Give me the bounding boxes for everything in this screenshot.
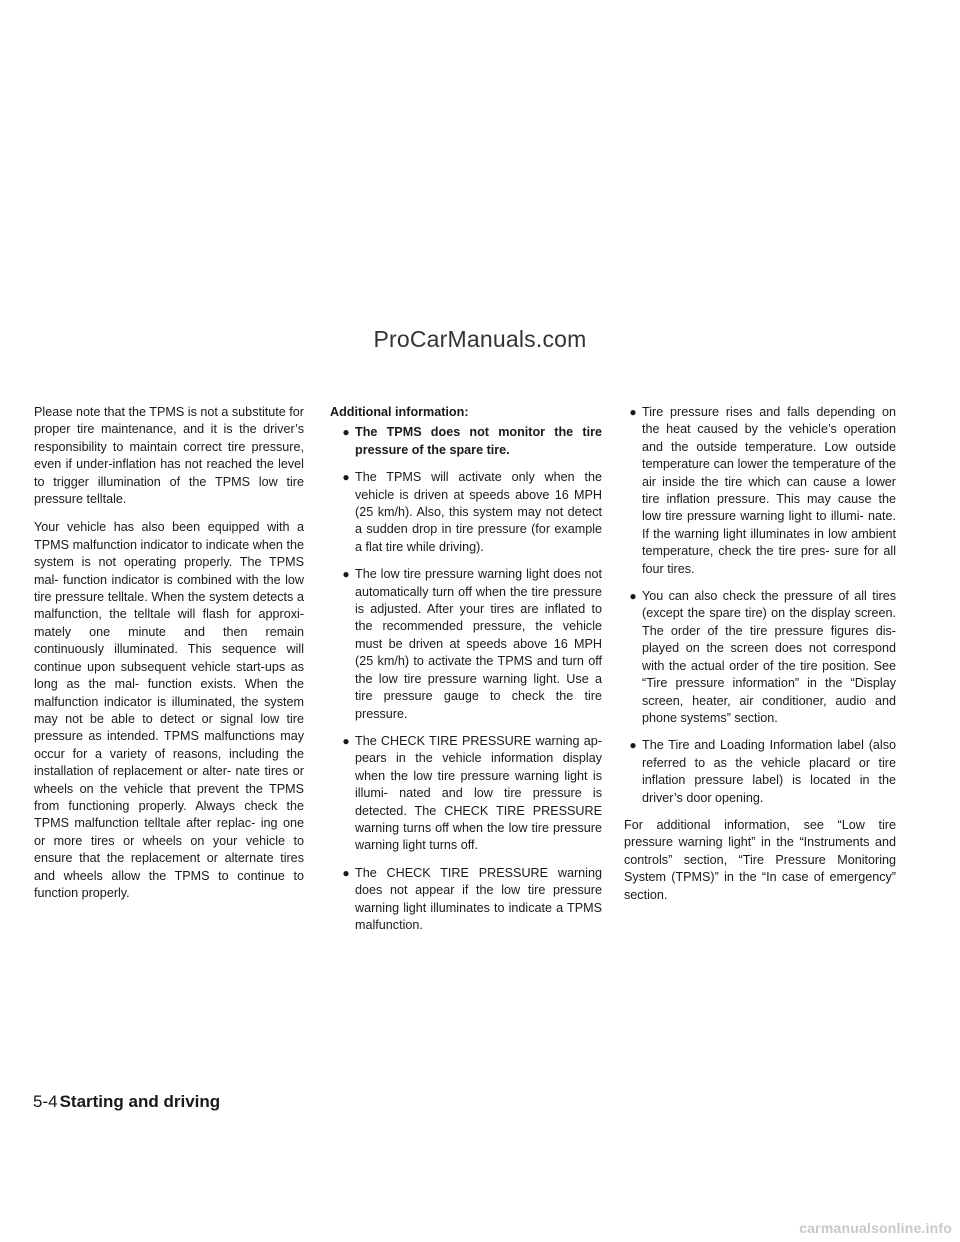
list-item <box>337 424 602 459</box>
watermark-procarmanuals: ProCarManuals.com <box>373 326 587 352</box>
paragraph-tpms-not-substitute: Please note that the TPMS is not a substitute for proper tire maintenance, and it is the driver’s responsibility to maintain correct tire pressure, even if under-inflation has not reached the level to trigger illumination of the TPMS low tire pressure telltale. <box>34 405 304 507</box>
list-item-text: The TPMS does not monitor the tire pressure of the spare tire. <box>355 425 602 457</box>
list-item-text: The low tire pressure warning light does not automatically turn off when the tire pressure is adjusted. After your tires are inflated to the recommended pressure, the vehicle must be driven at speeds above 16 MPH (25 km/h) to activate the TPMS and turn off the low tire pressure warning light. Use a tire pressure gauge to check the tire pressure. <box>355 567 602 721</box>
list-item <box>337 865 602 935</box>
bullet-icon: ● <box>342 733 350 748</box>
column-middle <box>330 404 602 944</box>
bullet-icon: ● <box>342 470 350 485</box>
list-item-text: The CHECK TIRE PRESSURE warning ap- pears in the vehicle information display when the low tire pressure warning light is illumi- nated and low tire pressure is detected. The CHECK TIRE PRESSURE warning turns off when the low tire pressure warning light turns off. <box>355 733 602 853</box>
watermark-carmanualsonline: carmanualsonline.info <box>799 1220 952 1236</box>
list-item <box>624 404 896 578</box>
column-left <box>34 404 304 913</box>
list-item <box>337 566 602 723</box>
section-title: Starting and driving <box>59 1092 221 1111</box>
list-item <box>337 733 602 855</box>
list-item <box>624 588 896 727</box>
list-item <box>337 469 602 556</box>
list-item-text: Tire pressure rises and falls depending on the heat caused by the vehicle’s operation and the outside temperature. Low outside temperature can lower the temperature of the air inside the tire which can cause a lower tire inflation pressure. This may cause the low tire pressure warning light to illumi- nate. If the warning light illuminates in low ambient temperature, check the tire pres- sure for all four tires. <box>642 405 896 576</box>
page-number: 5-4 <box>33 1092 58 1111</box>
column-right <box>624 404 896 915</box>
bullet-icon: ● <box>629 738 637 753</box>
bullet-icon: ● <box>629 589 637 604</box>
list-item-text: The TPMS will activate only when the vehicle is driven at speeds above 16 MPH (25 km/h). Also, this system may not detect a sudden drop in tire pressure (for example a flat tire while driving). <box>355 470 602 554</box>
page-footer <box>33 1092 220 1112</box>
list-item-text: The CHECK TIRE PRESSURE warning does not appear if the low tire pressure warning light illuminates to indicate a TPMS malfunction. <box>355 865 602 932</box>
paragraph-tpms-malfunction-indicator: Your vehicle has also been equipped with a TPMS malfunction indicator to indicate when the system is not operating properly. The TPMS mal- function indicator is combined with the low tire pressure telltale. When the system detects a malfunction, the telltale will flash for approxi- mately one minute and then remain continuously illuminated. This sequence will continue upon subsequent vehicle start-ups as long as the mal- function exists. When the malfunction indicator is illuminated, the system may not be able to detect or signal low tire pressure as intended. TPMS malfunctions may occur for a variety of reasons, including the installation of replacement or alter- nate tires or wheels on the vehicle that prevent the TPMS from functioning properly. Always check the TPMS malfunction telltale after replac- ing one or more tires or wheels on your vehicle to ensure that the replacement or alternate tires and wheels allow the TPMS to continue to function properly. <box>34 520 304 900</box>
bullet-icon: ● <box>342 425 350 440</box>
list-item-text: You can also check the pressure of all tires (except the spare tire) on the display screen. The order of the tire pressure figures dis- played on the screen does not correspond with the actual order of the tire position. See “Tire pressure information” in the “Display screen, heater, air conditioner, audio and phone systems” section. <box>642 589 896 725</box>
bullet-icon: ● <box>342 865 350 880</box>
list-item-text: The Tire and Loading Information label (also referred to as the vehicle placard or tire inflation pressure label) is located in the driver’s door opening. <box>642 738 896 805</box>
bullet-icon: ● <box>342 567 350 582</box>
list-item <box>624 737 896 807</box>
bullet-icon: ● <box>629 405 637 419</box>
additional-info-heading: Additional information: <box>330 405 469 419</box>
paragraph-additional-information: For additional information, see “Low tire pressure warning light” in the “Instruments and controls” section, “Tire Pressure Monitoring System (TPMS)” in the “In case of emergency” section. <box>624 817 896 902</box>
